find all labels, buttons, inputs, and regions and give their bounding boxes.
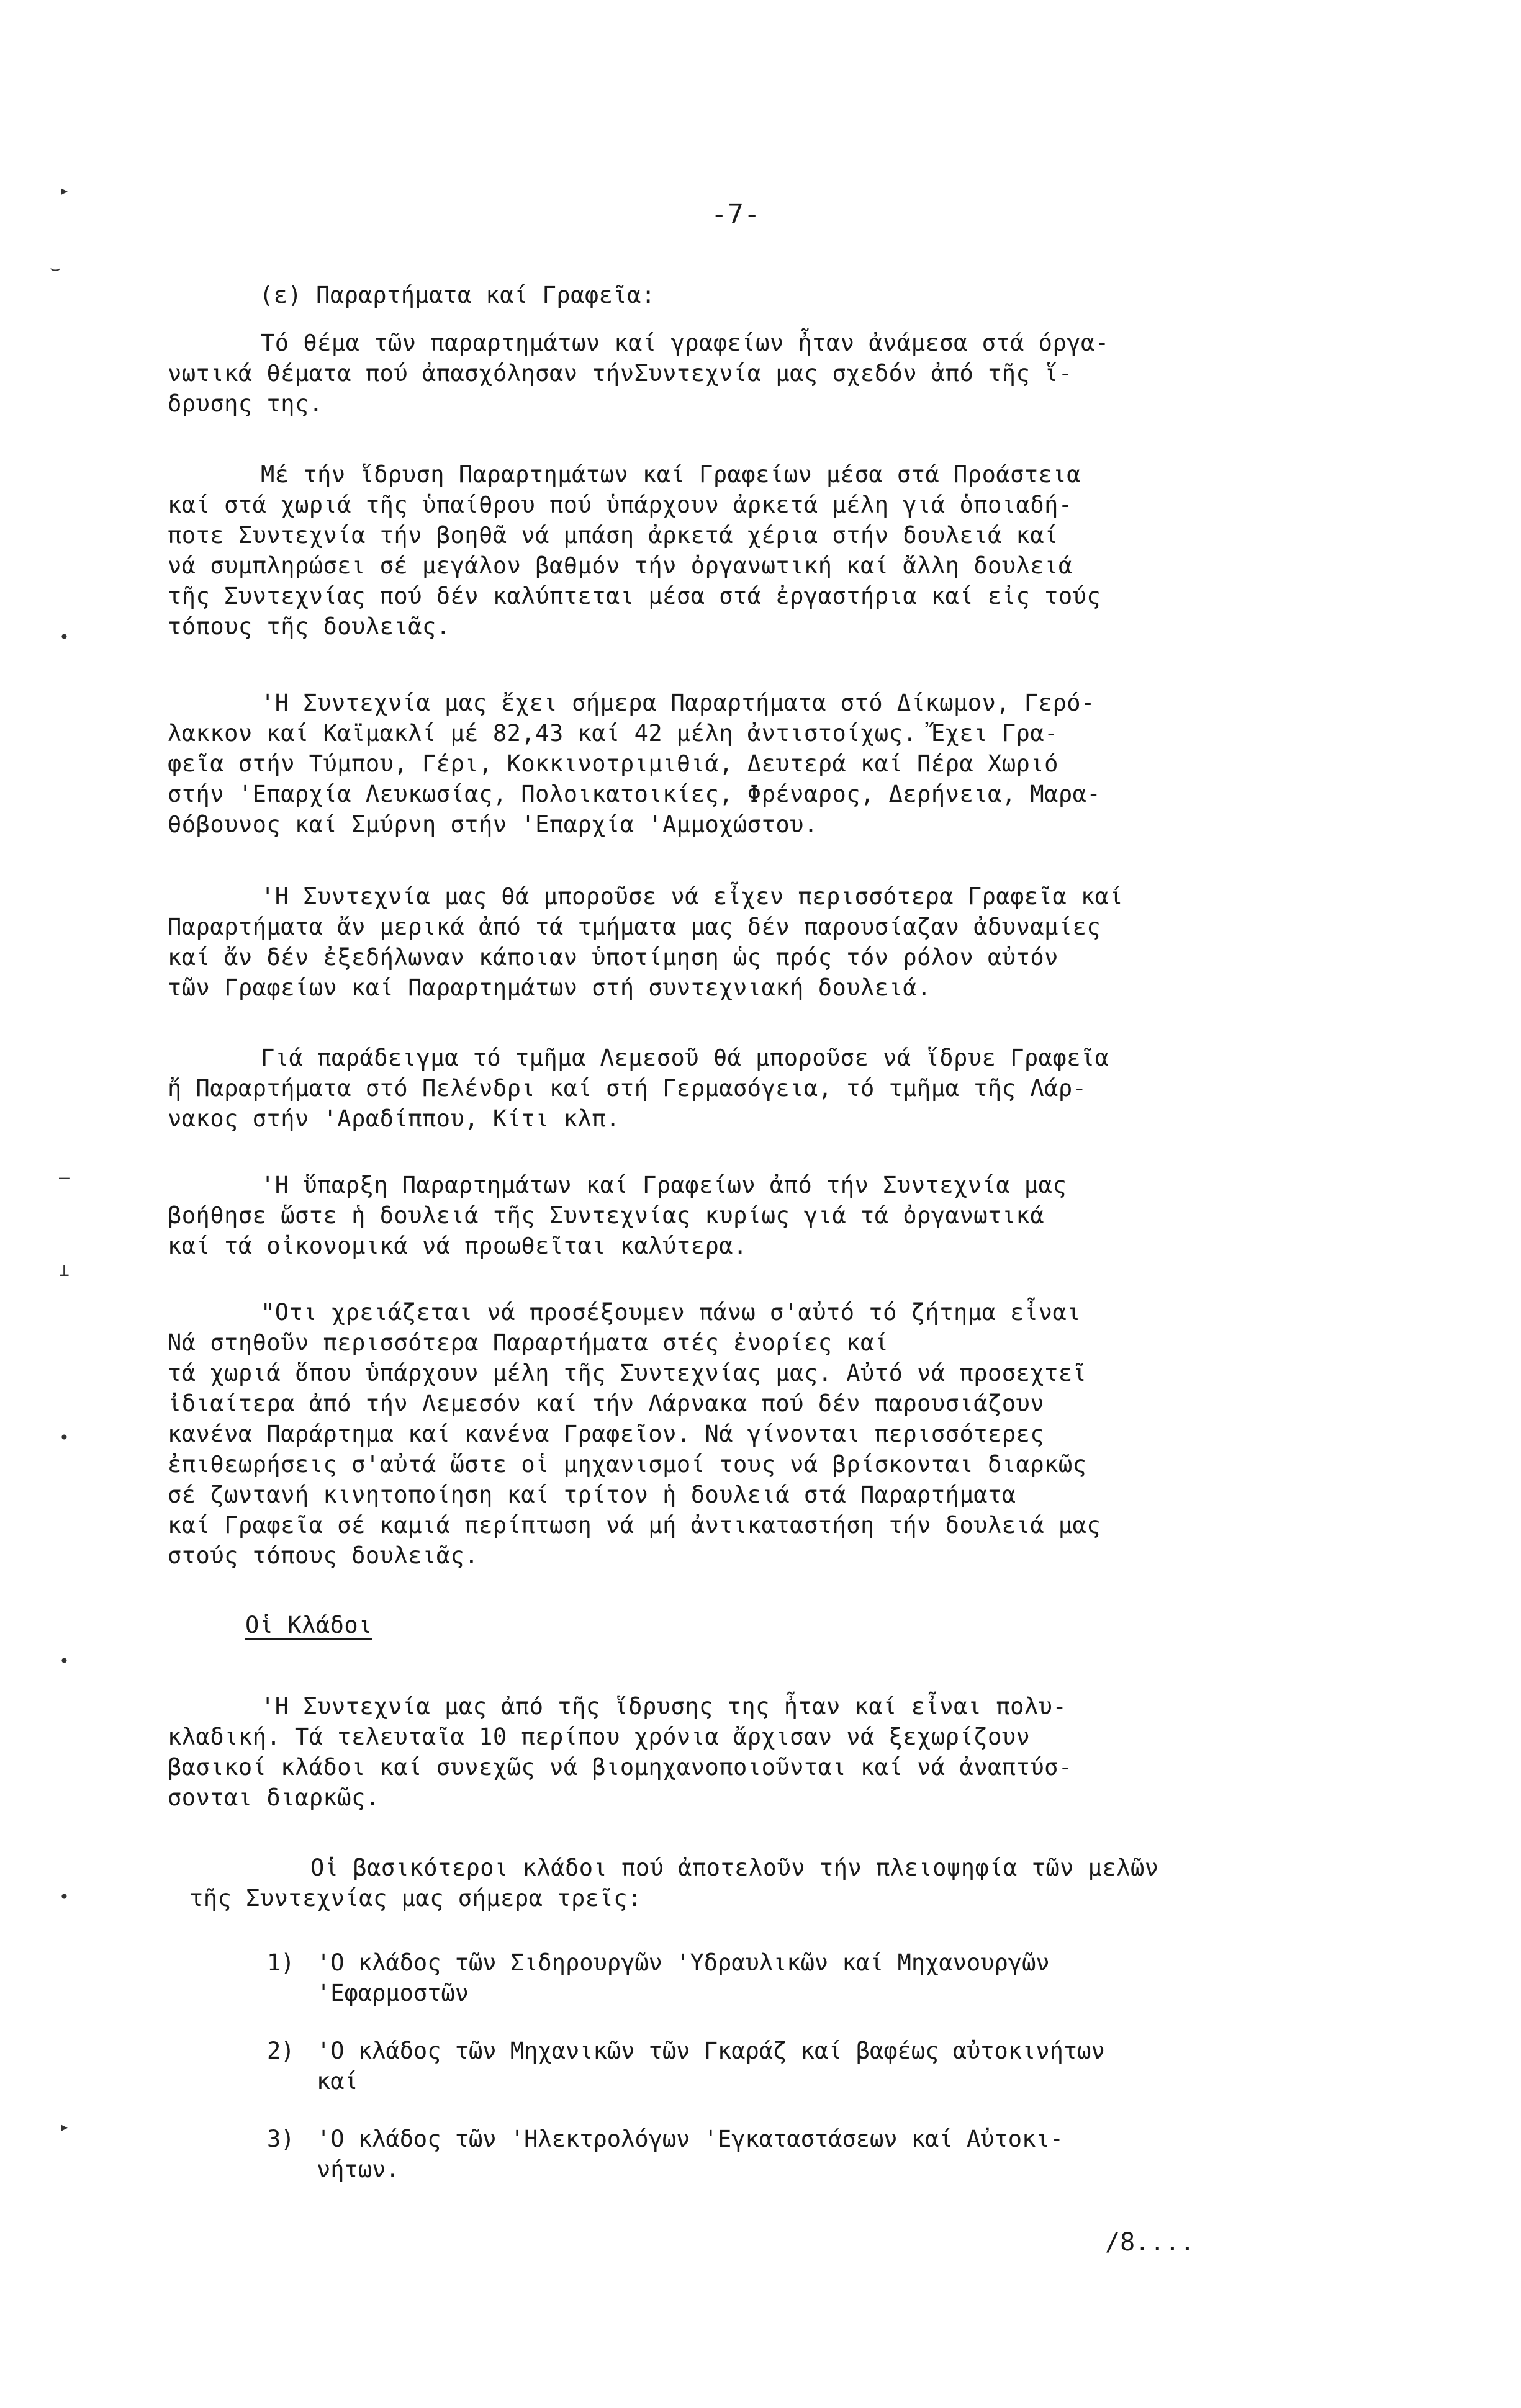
text-line: σονται διαρκῶς. bbox=[168, 1784, 380, 1811]
text-line: νά συμπληρώσει σέ μεγάλον βαθμόν τήν ὀργανωτική καί ἄλλη δουλειά bbox=[168, 552, 1073, 579]
paragraph bbox=[168, 1043, 1422, 1134]
text-line: Νά στηθοῦν περισσότερα Παραρτήματα στές ἐνορίες καί bbox=[168, 1329, 889, 1356]
text-line: δρυσης της. bbox=[168, 390, 323, 417]
text-line: τῆς Συντεχνίας πού δέν καλύπτεται μέσα στά ἐργαστήρια καί εἰς τούς bbox=[168, 583, 1101, 609]
text-line: νωτικά θέματα πού ἀπασχόλησαν τήνΣυντεχνία μας σχεδόν ἀπό τῆς ἵ- bbox=[168, 360, 1073, 387]
text-line: 'Η Συντεχνία μας ἀπό τῆς ἵδρυσης της ἦταν καί εἶναι πολυ- bbox=[261, 1693, 1067, 1720]
scan-mark: • bbox=[59, 1427, 70, 1448]
text-line: βασικοί κλάδοι καί συνεχῶς νά βιομηχανοποιοῦνται καί νά ἀναπτύσ- bbox=[168, 1754, 1073, 1781]
text-line: νακος στήν 'Αραδίππου, Κίτι κλπ. bbox=[168, 1105, 620, 1132]
paragraph bbox=[168, 881, 1422, 1003]
list-item-text: 'Εφαρμοστῶν bbox=[317, 1980, 469, 2006]
scan-mark: • bbox=[59, 1651, 70, 1671]
text-line: τῆς Συντεχνίας μας σήμερα τρεῖς: bbox=[189, 1885, 642, 1912]
text-line: Τό θέμα τῶν παραρτημάτων καί γραφείων ἦταν ἀνάμεσα στά όργα- bbox=[261, 330, 1109, 356]
text-line: κανένα Παράρτημα καί κανένα Γραφεῖον. Νά γίνονται περισσότερες bbox=[168, 1421, 1045, 1447]
scan-mark: • bbox=[59, 1887, 70, 1907]
text-line: Παραρτήματα ἄν μερικά ἀπό τά τμήματα μας δέν παρουσίαζαν ἀδυναμίες bbox=[168, 914, 1101, 940]
scan-mark: – bbox=[59, 1167, 70, 1187]
text-line: καί στά χωριά τῆς ὑπαίθρου πού ὑπάρχουν ἀρκετά μέλη γιά ὁποιαδή- bbox=[168, 492, 1073, 518]
list-item-number: 3) bbox=[267, 2126, 295, 2152]
section-heading-branches-offices: (ε) Παραρτήματα καί Γραφεῖα: bbox=[260, 282, 656, 308]
text-line: 'Η Συντεχνία μας θά μποροῦσε νά εἶχεν περισσότερα Γραφεῖα καί bbox=[261, 883, 1124, 910]
list-item-number: 1) bbox=[267, 1949, 295, 1976]
text-line: βοήθησε ὥστε ἡ δουλειά τῆς Συντεχνίας κυρίως γιά τά ὀργανωτικά bbox=[168, 1202, 1045, 1229]
scan-mark: ⊥ bbox=[59, 1260, 70, 1280]
text-line: σέ ζωντανή κινητοποίηση καί τρίτον ἡ δουλειά στά Παραρτήματα bbox=[168, 1481, 1016, 1508]
list-item-text: καί bbox=[317, 2068, 358, 2095]
text-line: λακκον καί Καϊμακλί μέ 82,43 καί 42 μέλη ἀντιστοίχως. Ἔχει Γρα- bbox=[168, 720, 1058, 747]
text-line: τά χωριά ὅπου ὑπάρχουν μέλη τῆς Συντεχνίας μας. Αὐτό νά προσεχτεῖ bbox=[168, 1360, 1087, 1386]
section-heading-branches: Οἱ Κλάδοι bbox=[245, 1612, 372, 1638]
text-line: κλαδική. Τά τελευταῖα 10 περίπου χρόνια ἄρχισαν νά ξεχωρίζουν bbox=[168, 1723, 1031, 1750]
paragraph bbox=[168, 1691, 1422, 1813]
paragraph bbox=[168, 688, 1422, 840]
text-line: φεῖα στήν Τύμπου, Γέρι, Κοκκινοτριμιθιά, Δευτερά καί Πέρα Χωριό bbox=[168, 750, 1058, 777]
scan-mark: ▸ bbox=[59, 2116, 70, 2137]
paragraph bbox=[168, 459, 1422, 642]
text-line: ἐπιθεωρήσεις σ'αὐτά ὥστε οἱ μηχανισμοί τους νά βρίσκονται διαρκῶς bbox=[168, 1451, 1087, 1478]
text-line: στήν 'Επαρχία Λευκωσίας, Πολοικατοικίες, Φρέναρος, Δερήνεια, Μαρα- bbox=[168, 781, 1101, 807]
list-item-text: 'Ο κλάδος τῶν 'Ηλεκτρολόγων 'Εγκαταστάσεων καί Αὐτοκι- bbox=[317, 2126, 1063, 2152]
text-line: καί τά οἰκονομικά νά προωθεῖται καλύτερα. bbox=[168, 1233, 747, 1259]
paragraph bbox=[168, 328, 1422, 419]
paragraph bbox=[168, 1170, 1422, 1261]
list-item-text: 'Ο κλάδος τῶν Μηχανικῶν τῶν Γκαράζ καί βαφέως αὐτοκινήτων bbox=[317, 2037, 1105, 2064]
scan-mark: • bbox=[59, 627, 70, 647]
text-line: ἰδιαίτερα ἀπό τήν Λεμεσόν καί τήν Λάρνακα πού δέν παρουσιάζουν bbox=[168, 1390, 1045, 1417]
list-item-number: 2) bbox=[267, 2037, 295, 2064]
text-line: ποτε Συντεχνία τήν βοηθᾶ νά μπάση ἀρκετά χέρια στήν δουλειά καί bbox=[168, 522, 1058, 549]
text-line: "Οτι χρειάζεται νά προσέξουμεν πάνω σ'αὐτό τό ζήτημα εἶναι bbox=[261, 1299, 1081, 1326]
text-line: 'Η Συντεχνία μας ἔχει σήμερα Παραρτήματα στό Δίκωμον, Γερό- bbox=[261, 690, 1095, 716]
list-item-text: 'Ο κλάδος τῶν Σιδηρουργῶν 'Υδραυλικῶν καί Μηχανουργῶν bbox=[317, 1949, 1050, 1976]
text-line: Μέ τήν ἵδρυση Παραρτημάτων καί Γραφείων μέσα στά Προάστεια bbox=[261, 461, 1081, 488]
paragraph bbox=[168, 1297, 1422, 1571]
page-number: -7- bbox=[711, 199, 760, 230]
text-line: 'Η ὕπαρξη Παραρτημάτων καί Γραφείων ἀπό τήν Συντεχνία μας bbox=[261, 1172, 1067, 1198]
list-item-text: νήτων. bbox=[317, 2156, 400, 2183]
text-line: Γιά παράδειγμα τό τμῆμα Λεμεσοῦ θά μποροῦσε νά ἵδρυε Γραφεῖα bbox=[261, 1045, 1109, 1071]
scan-mark: ▸ bbox=[59, 180, 70, 200]
text-line: καί ἄν δέν ἐξεδήλωναν κάποιαν ὑποτίμηση ὡς πρός τόν ρόλον αὐτόν bbox=[168, 944, 1058, 971]
text-line: τόπους τῆς δουλειᾶς. bbox=[168, 613, 451, 640]
text-line: στούς τόπους δουλειᾶς. bbox=[168, 1542, 479, 1569]
continuation-marker: /8.... bbox=[1105, 2228, 1195, 2257]
text-line: ἤ Παραρτήματα στό Πελένδρι καί στή Γερμασόγεια, τό τμῆμα τῆς Λάρ- bbox=[168, 1075, 1087, 1102]
paragraph bbox=[168, 1853, 1422, 1913]
text-line: καί Γραφεῖα σέ καμιά περίπτωση νά μή ἀντικαταστήση τήν δουλειά μας bbox=[168, 1512, 1101, 1539]
text-line: θόβουνος καί Σμύρνη στήν 'Επαρχία 'Αμμοχώστου. bbox=[168, 811, 818, 838]
text-line: Οἱ βασικότεροι κλάδοι πού ἀποτελοῦν τήν πλειοψηφία τῶν μελῶν bbox=[310, 1854, 1159, 1881]
scan-mark: ⌣ bbox=[50, 258, 61, 278]
text-line: τῶν Γραφείων καί Παραρτημάτων στή συντεχνιακή δουλειά. bbox=[168, 974, 931, 1001]
